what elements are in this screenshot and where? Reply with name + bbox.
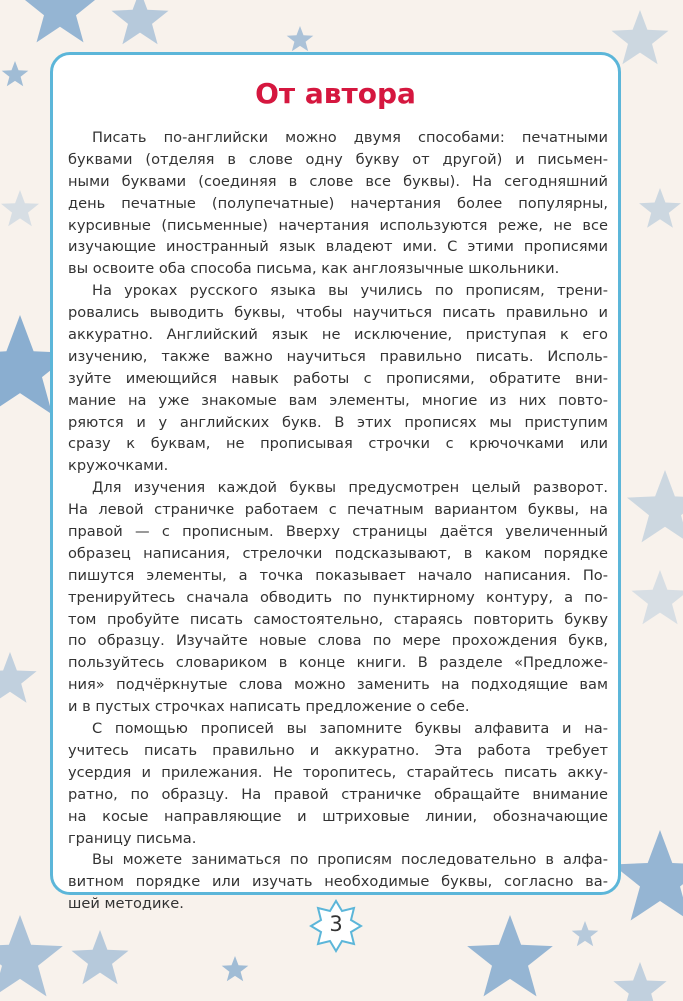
text-line: правой — с прописным. Вверху страницы даётся увеличенный bbox=[68, 523, 608, 541]
text-line: На уроках русского языка вы учились по прописям, трени- bbox=[92, 282, 608, 300]
text-line: том пробуйте писать самостоятельно, стараясь повторить букву bbox=[68, 610, 608, 628]
star-icon bbox=[112, 0, 169, 44]
text-line: изучению, также важно научиться правильно писать. Исполь- bbox=[68, 347, 608, 365]
star-icon bbox=[287, 26, 314, 51]
text-line: аккуратно. Английский язык не исключение, приступая к его bbox=[68, 326, 608, 344]
star-icon bbox=[639, 188, 681, 228]
text-line: ными буквами (соединяя в слове все буквы). На сегодняшний bbox=[68, 172, 608, 190]
page-number-badge bbox=[309, 899, 363, 953]
body-text bbox=[68, 127, 608, 915]
text-line: пишутся элементы, а точка показывает начало написания. По- bbox=[68, 566, 608, 584]
star-icon bbox=[613, 962, 666, 1001]
star-icon bbox=[612, 10, 669, 64]
star-icon bbox=[0, 915, 63, 996]
text-line: по образцу. Изучайте новые слова по мере прохождения букв, bbox=[68, 632, 608, 650]
paragraph bbox=[68, 718, 608, 849]
text-line: день печатные (полупечатные) начертания более популярны, bbox=[68, 194, 608, 212]
star-icon bbox=[22, 0, 98, 42]
text-line: зуйте имеющийся навык работы с прописями, обратите вни- bbox=[68, 369, 608, 387]
text-line: курсивные (письменные) начертания используются реже, не все bbox=[68, 216, 608, 234]
text-line: кружочками. bbox=[68, 457, 169, 475]
page-title: От автора bbox=[255, 77, 416, 110]
star-icon bbox=[72, 930, 129, 984]
star-icon bbox=[612, 830, 683, 921]
text-line: тренируйтесь сначала обводить по пунктирному контуру, а по- bbox=[68, 588, 608, 606]
text-line: пользуйтесь словариком в конце книги. В разделе «Предложе- bbox=[68, 654, 608, 672]
text-line: шей методике. bbox=[68, 895, 184, 913]
text-line: усердия и прилежания. Не торопитесь, старайтесь писать акку- bbox=[68, 763, 608, 781]
star-icon bbox=[572, 921, 599, 946]
text-line: и в пустых строчках написать предложение о себе. bbox=[68, 698, 470, 716]
text-line: Писать по-английски можно двумя способами: печатными bbox=[92, 129, 608, 146]
text-line: учитесь писать правильно и аккуратно. Эта работа требует bbox=[68, 741, 608, 759]
star-icon bbox=[627, 470, 683, 542]
star-icon bbox=[1, 190, 39, 226]
text-line: сразу к буквам, не прописывая строчки с крючочками или bbox=[68, 435, 608, 453]
star-icon bbox=[2, 61, 29, 86]
paragraph bbox=[68, 127, 608, 280]
text-line: ровались выводить буквы, чтобы научиться писать правильно и bbox=[68, 304, 608, 322]
text-line: витном порядке или изучать необходимые буквы, согласно ва- bbox=[68, 873, 608, 891]
star-icon bbox=[0, 652, 37, 703]
text-line: С помощью прописей вы запомните буквы алфавита и на- bbox=[92, 720, 608, 738]
paragraph bbox=[68, 477, 608, 718]
text-line: ратно, по образцу. На правой страничке обращайте внимание bbox=[68, 785, 608, 803]
author-note-panel bbox=[50, 52, 621, 913]
text-line: изучающие иностранный язык владеют ими. С этими прописями bbox=[68, 238, 608, 256]
page-number: 3 bbox=[329, 912, 343, 936]
text-line: вы освоите оба способа письма, как англоязычные школьники. bbox=[68, 260, 560, 278]
text-line: мание на уже знакомые вам элементы, многие из них повто- bbox=[68, 391, 608, 409]
star-icon bbox=[222, 956, 249, 981]
text-line: образец написания, стрелочки подсказывают, в каком порядке bbox=[68, 544, 608, 562]
text-line: буквами (отделяя в слове одну букву от другой) и письмен- bbox=[68, 150, 608, 168]
text-line: На левой страничке работаем с печатным вариантом буквы, на bbox=[68, 501, 608, 519]
text-line: Для изучения каждой буквы предусмотрен целый разворот. bbox=[92, 479, 608, 497]
text-line: границу письма. bbox=[68, 829, 197, 847]
star-icon bbox=[467, 915, 553, 996]
text-line: ния» подчёркнутые слова можно заменить на подходящие вам bbox=[68, 676, 608, 694]
text-line: ряются и у английских букв. В этих прописях мы приступим bbox=[68, 413, 608, 431]
text-line: на косые направляющие и штриховые линии, обозначающие bbox=[68, 807, 608, 825]
paragraph bbox=[68, 280, 608, 477]
star-icon bbox=[632, 570, 683, 624]
text-line: Вы можете заниматься по прописям последовательно в алфа- bbox=[92, 851, 608, 869]
